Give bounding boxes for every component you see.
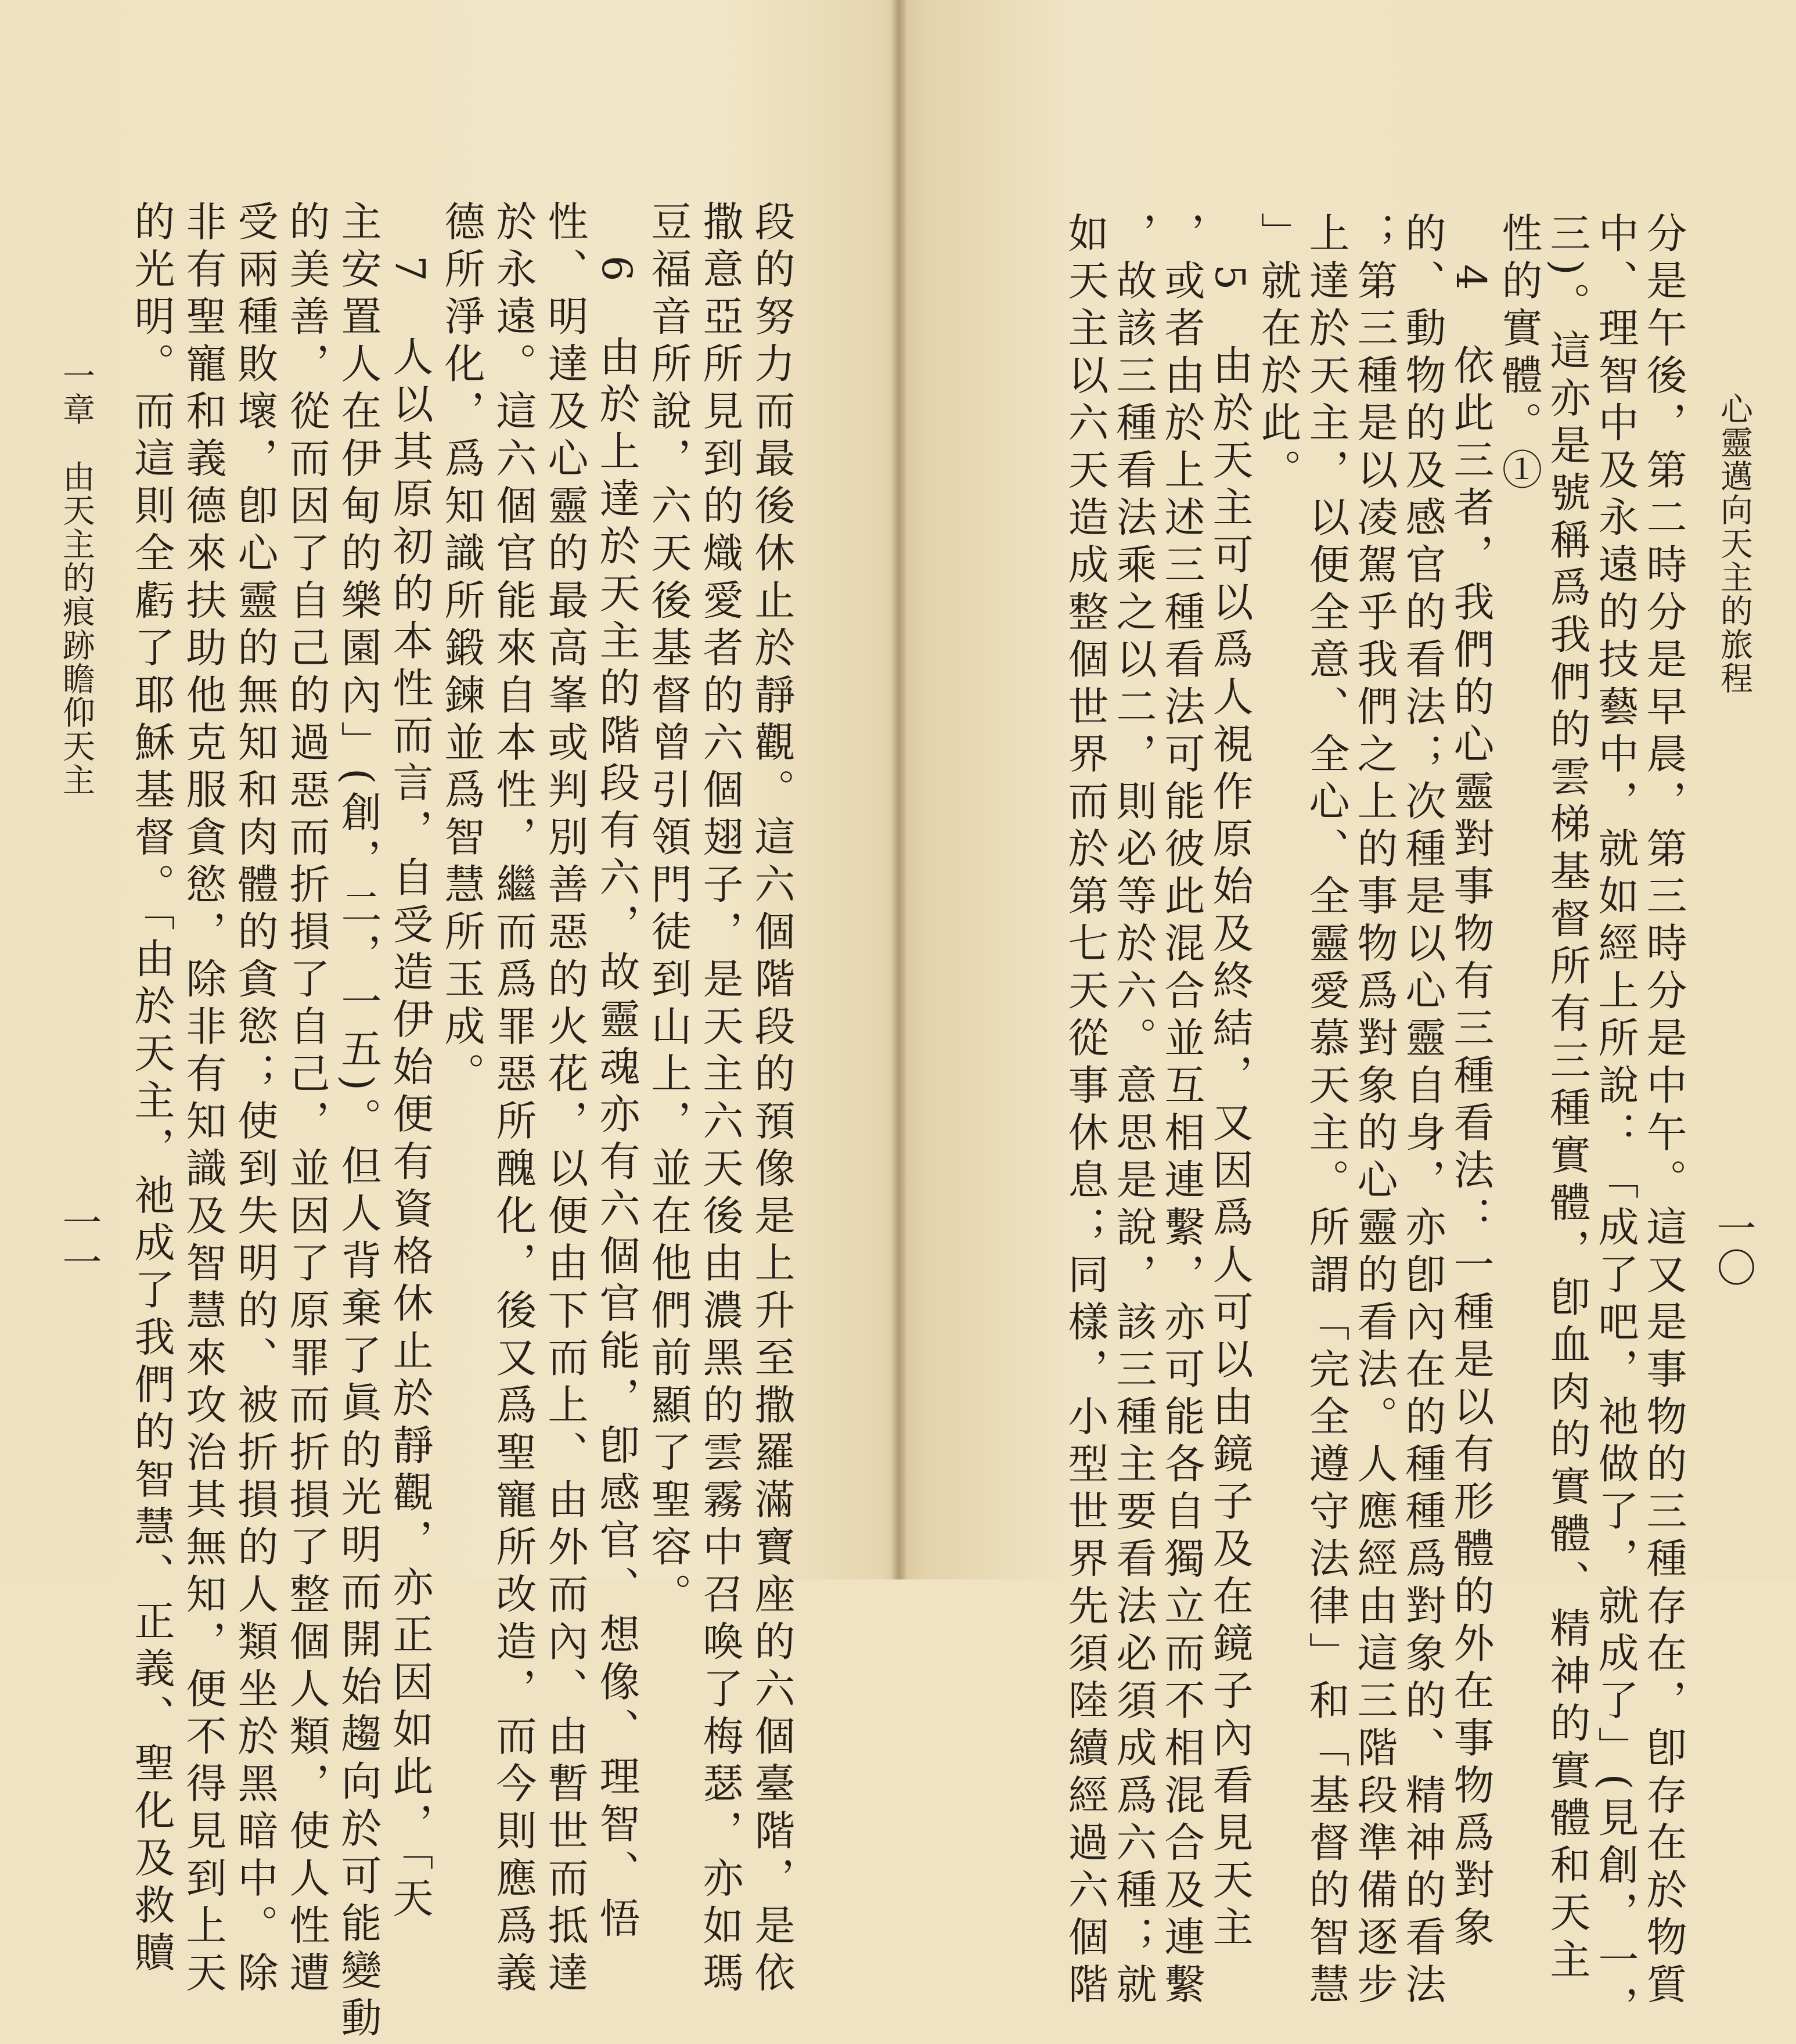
text-line: 7 人以其原初的本性而言，自受造伊始便有資格休止於靜觀，亦正因如此，「天 <box>386 256 434 1924</box>
text-line: 撒意亞所見到的熾愛者的六個翅子，是天主六天後由濃黑的雲霧中召喚了梅瑟，亦如瑪 <box>696 200 744 1999</box>
text-line: 上達於天主，以便全意、全心、全靈愛慕天主。所謂「完全遵守法律」和「基督的智慧 <box>1302 212 1350 2010</box>
text-line: 的美善，從而因了自己的過惡而折損了自己，並因了原罪而折損了整個人類，使人性遭 <box>283 200 330 1999</box>
text-line: ，或者由於上述三種看法可能彼此混合並互相連繫，亦可能各自獨立而不相混合及連繫 <box>1158 212 1205 2010</box>
text-line: 5 由於天主可以爲人視作原始及終結，又因爲人可以由鏡子及在鏡子內看見天主 <box>1206 264 1254 1953</box>
text-line: 」就在於此。 <box>1254 212 1302 496</box>
text-line: 分是午後，第二時分是早晨，第三時分是中午。這又是事物的三種存在，卽存在於物質 <box>1640 212 1687 2010</box>
text-line: 豆福音所說，六天後基督曾引領門徒到山上，並在他們前顯了聖容。 <box>645 200 692 1620</box>
text-line: ，故該三種看法乘之以二，則必等於六。意思是說，該三種主要看法必須成爲六種；就 <box>1110 212 1157 2010</box>
text-line: 於永遠。這六個官能來自本性，繼而爲罪惡所醜化，後又爲聖寵所改造，而今則應爲義 <box>490 200 537 1999</box>
page-number: 一〇 <box>1710 1208 1756 1287</box>
text-line: 非有聖寵和義德來扶助他克服貪慾，除非有知識及智慧來攻治其無知，便不得見到上天 <box>179 200 227 1999</box>
text-line: 性、明達及心靈的最高峯或判別善惡的火花，以便由下而上、由外而內、由暫世而抵達 <box>541 200 589 1999</box>
text-line: 的光明。而這則全虧了耶穌基督。「由於天主，祂成了我們的智慧、正義、聖化及救贖 <box>128 200 175 1978</box>
text-line: ；第三種是以凌駕乎我們之上的事物爲對象的心靈的看法。人應經由這三階段準備逐步 <box>1351 212 1398 2010</box>
running-head: 心靈邁向天主的旅程 <box>1715 392 1753 695</box>
page-number: 一一 <box>56 1202 102 1281</box>
text-line: 性的實體。① <box>1495 212 1543 496</box>
text-line: 如天主以六天造成整個世界而於第七天從事休息；同樣，小型世界先須陸續經過六個階 <box>1061 212 1109 2010</box>
text-line: 段的努力而最後休止於靜觀。這六個階段的預像是上升至撒羅滿寶座的六個臺階，是依 <box>748 200 796 1999</box>
text-line: 受兩種敗壞，卽心靈的無知和肉體的貪慾；使到失明的、被折損的人類坐於黑暗中。除 <box>231 200 279 1999</box>
text-line: 主安置人在伊甸的樂園內」(創，二，一五)。但人背棄了眞的光明而開始趨向於可能變動 <box>334 200 382 2044</box>
text-line: 6 由於上達於天主的階段有六，故靈魂亦有六個官能，卽感官、想像、理智、悟 <box>593 256 640 1945</box>
text-line: 德所淨化，爲知識所鍛鍊並爲智慧所玉成。 <box>438 200 485 1100</box>
text-line: 4 依此三者，我們的心靈對事物有三種看法：一種是以有形體的外在事物爲對象 <box>1447 264 1495 1953</box>
right-page <box>906 0 1796 2033</box>
text-line: 中、理智中及永遠的技藝中，就如經上所說：「成了吧，祂做了，就成了」(見創，一， <box>1592 212 1639 2033</box>
running-head: 一章 由天主的痕跡瞻仰天主 <box>57 359 95 797</box>
left-page <box>0 0 894 2044</box>
text-line: 三)。這亦是號稱爲我們的雲梯基督所有三種實體，卽血肉的實體、精神的實體和天主 <box>1543 212 1591 1986</box>
text-line: 的、動物的及感官的看法；次種是以心靈自身，亦卽內在的種種爲對象的、精神的看法 <box>1399 212 1446 2010</box>
